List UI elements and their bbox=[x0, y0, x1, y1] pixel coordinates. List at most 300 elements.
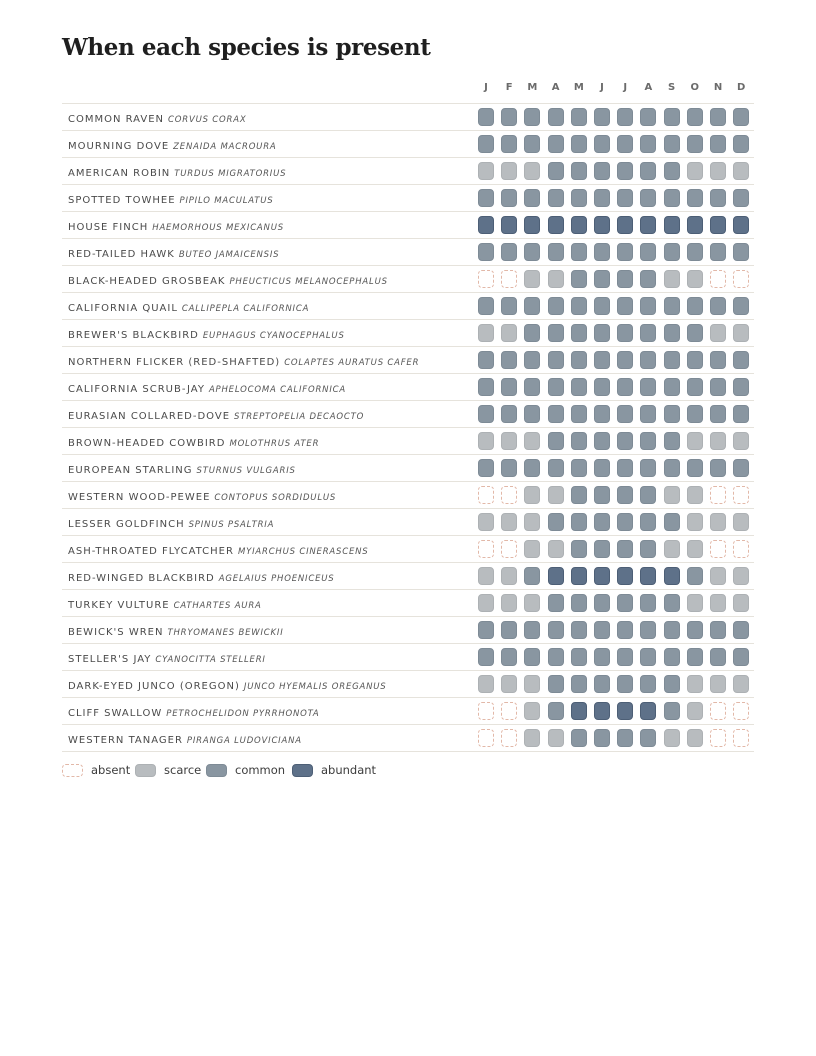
presence-cell-absent bbox=[478, 270, 494, 288]
scientific-name: EUPHAGUS CYANOCEPHALUS bbox=[202, 331, 345, 341]
presence-cell-common bbox=[594, 108, 610, 126]
presence-cell-common bbox=[687, 297, 703, 315]
presence-cell-common bbox=[710, 297, 726, 315]
legend-label: absent bbox=[91, 763, 131, 777]
presence-cell-abundant bbox=[594, 702, 610, 720]
scientific-name: TURDUS MIGRATORIUS bbox=[174, 169, 287, 179]
presence-cell-common bbox=[594, 594, 610, 612]
presence-cell-absent bbox=[478, 729, 494, 747]
presence-cell-common bbox=[733, 297, 749, 315]
species-label bbox=[68, 239, 279, 268]
month-label: S bbox=[667, 82, 676, 93]
presence-cell-absent bbox=[733, 540, 749, 558]
scientific-name: CALLIPEPLA CALIFORNICA bbox=[181, 304, 310, 314]
species-row bbox=[62, 455, 754, 482]
species-row bbox=[62, 239, 754, 266]
presence-cell-scarce bbox=[524, 270, 540, 288]
presence-cell-common bbox=[687, 351, 703, 369]
presence-cell-common bbox=[594, 297, 610, 315]
species-row bbox=[62, 725, 754, 752]
presence-cell-scarce bbox=[501, 594, 517, 612]
species-label bbox=[68, 347, 419, 376]
presence-cell-common bbox=[594, 729, 610, 747]
species-label bbox=[68, 401, 364, 430]
presence-cell-common bbox=[548, 405, 564, 423]
presence-cell-common bbox=[548, 459, 564, 477]
species-row bbox=[62, 347, 754, 374]
presence-cell-abundant bbox=[548, 567, 564, 585]
species-row bbox=[62, 212, 754, 239]
presence-cell-scarce bbox=[687, 486, 703, 504]
presence-cell-common bbox=[571, 270, 587, 288]
presence-cell-absent bbox=[733, 702, 749, 720]
presence-cell-scarce bbox=[501, 162, 517, 180]
scientific-name: COLAPTES AURATUS CAFER bbox=[284, 358, 420, 368]
common-name: RED-WINGED BLACKBIRD bbox=[68, 573, 215, 584]
presence-cell-common bbox=[664, 675, 680, 693]
presence-cell-scarce bbox=[664, 270, 680, 288]
presence-cell-common bbox=[640, 324, 656, 342]
presence-cell-absent bbox=[501, 540, 517, 558]
presence-cell-common bbox=[478, 405, 494, 423]
presence-cell-abundant bbox=[640, 216, 656, 234]
presence-cell-common bbox=[478, 108, 494, 126]
presence-cell-common bbox=[594, 135, 610, 153]
presence-cell-common bbox=[594, 162, 610, 180]
presence-cell-scarce bbox=[710, 594, 726, 612]
presence-cell-common bbox=[548, 243, 564, 261]
presence-cell-common bbox=[640, 432, 656, 450]
presence-cell-scarce bbox=[524, 513, 540, 531]
species-row bbox=[62, 401, 754, 428]
presence-cell-common bbox=[664, 189, 680, 207]
presence-cell-common bbox=[733, 135, 749, 153]
species-row bbox=[62, 293, 754, 320]
presence-cell-common bbox=[733, 459, 749, 477]
presence-cell-common bbox=[664, 378, 680, 396]
presence-cell-common bbox=[571, 648, 587, 666]
presence-cell-absent bbox=[733, 270, 749, 288]
common-name: TURKEY VULTURE bbox=[68, 600, 170, 611]
presence-cell-absent bbox=[733, 486, 749, 504]
month-label: O bbox=[690, 82, 700, 93]
species-label bbox=[68, 320, 345, 349]
presence-cell-scarce bbox=[478, 567, 494, 585]
presence-cell-common bbox=[524, 405, 540, 423]
presence-cell-abundant bbox=[571, 216, 587, 234]
presence-cell-common bbox=[664, 162, 680, 180]
presence-cell-common bbox=[733, 108, 749, 126]
scientific-name: HAEMORHOUS MEXICANUS bbox=[152, 223, 284, 233]
presence-cell-scarce bbox=[524, 162, 540, 180]
common-name: CALIFORNIA SCRUB-JAY bbox=[68, 384, 205, 395]
scientific-name: PIRANGA LUDOVICIANA bbox=[186, 736, 302, 746]
scientific-name: PIPILO MACULATUS bbox=[179, 196, 274, 206]
presence-grid bbox=[62, 103, 754, 752]
presence-cell-common bbox=[733, 243, 749, 261]
presence-cell-common bbox=[571, 162, 587, 180]
presence-cell-common bbox=[478, 297, 494, 315]
presence-cell-common bbox=[571, 378, 587, 396]
month-label: F bbox=[505, 82, 513, 93]
presence-cell-scarce bbox=[710, 162, 726, 180]
presence-cell-absent bbox=[710, 540, 726, 558]
presence-cell-scarce bbox=[478, 432, 494, 450]
presence-cell-common bbox=[501, 648, 517, 666]
presence-cell-scarce bbox=[548, 486, 564, 504]
species-row bbox=[62, 320, 754, 347]
presence-cell-absent bbox=[733, 729, 749, 747]
presence-cell-common bbox=[594, 189, 610, 207]
presence-cell-common bbox=[524, 135, 540, 153]
presence-cell-scarce bbox=[733, 432, 749, 450]
presence-cell-scarce bbox=[664, 540, 680, 558]
presence-cell-absent bbox=[710, 270, 726, 288]
presence-cell-common bbox=[733, 621, 749, 639]
presence-cell-scarce bbox=[501, 432, 517, 450]
presence-cell-common bbox=[594, 432, 610, 450]
presence-cell-common bbox=[664, 405, 680, 423]
presence-cell-common bbox=[571, 351, 587, 369]
presence-cell-common bbox=[664, 621, 680, 639]
presence-cell-common bbox=[687, 621, 703, 639]
presence-cell-common bbox=[664, 594, 680, 612]
presence-cell-common bbox=[594, 405, 610, 423]
presence-cell-common bbox=[571, 513, 587, 531]
presence-cell-scarce bbox=[710, 324, 726, 342]
presence-cell-common bbox=[640, 513, 656, 531]
scientific-name: SPINUS PSALTRIA bbox=[188, 520, 275, 530]
presence-cell-common bbox=[501, 108, 517, 126]
common-name: DARK-EYED JUNCO (OREGON) bbox=[68, 681, 240, 692]
presence-cell-common bbox=[664, 135, 680, 153]
presence-cell-scarce bbox=[733, 567, 749, 585]
presence-cell-abundant bbox=[548, 216, 564, 234]
presence-cell-common bbox=[501, 189, 517, 207]
chart-title: When each species is present bbox=[62, 34, 431, 61]
species-row bbox=[62, 563, 754, 590]
species-label bbox=[68, 590, 262, 619]
presence-cell-scarce bbox=[501, 567, 517, 585]
presence-cell-common bbox=[548, 135, 564, 153]
presence-cell-common bbox=[548, 513, 564, 531]
species-row bbox=[62, 536, 754, 563]
common-name: EUROPEAN STARLING bbox=[68, 465, 193, 476]
presence-cell-common bbox=[687, 648, 703, 666]
presence-cell-common bbox=[710, 135, 726, 153]
presence-cell-common bbox=[640, 405, 656, 423]
presence-cell-common bbox=[571, 486, 587, 504]
presence-cell-common bbox=[733, 648, 749, 666]
presence-cell-scarce bbox=[478, 594, 494, 612]
presence-cell-common bbox=[640, 540, 656, 558]
scientific-name: MOLOTHRUS ATER bbox=[229, 439, 320, 449]
presence-cell-scarce bbox=[524, 432, 540, 450]
presence-cell-common bbox=[524, 243, 540, 261]
presence-cell-scarce bbox=[710, 675, 726, 693]
presence-cell-common bbox=[548, 621, 564, 639]
presence-cell-absent bbox=[710, 486, 726, 504]
presence-cell-scarce bbox=[524, 486, 540, 504]
presence-cell-common bbox=[640, 729, 656, 747]
presence-cell-common bbox=[687, 324, 703, 342]
species-row bbox=[62, 428, 754, 455]
species-label bbox=[68, 725, 302, 754]
presence-cell-common bbox=[478, 135, 494, 153]
presence-cell-common bbox=[594, 378, 610, 396]
presence-cell-common bbox=[710, 351, 726, 369]
presence-cell-common bbox=[548, 675, 564, 693]
presence-cell-common bbox=[594, 351, 610, 369]
presence-cell-common bbox=[617, 270, 633, 288]
common-name: ASH-THROATED FLYCATCHER bbox=[68, 546, 234, 557]
species-label bbox=[68, 563, 334, 592]
presence-cell-common bbox=[548, 648, 564, 666]
presence-cell-common bbox=[733, 378, 749, 396]
presence-cell-common bbox=[594, 270, 610, 288]
presence-cell-common bbox=[571, 729, 587, 747]
scientific-name: STREPTOPELIA DECAOCTO bbox=[234, 412, 365, 422]
presence-cell-common bbox=[524, 567, 540, 585]
scientific-name: CYANOCITTA STELLERI bbox=[155, 655, 266, 665]
presence-cell-common bbox=[594, 540, 610, 558]
species-row bbox=[62, 266, 754, 293]
presence-cell-common bbox=[640, 675, 656, 693]
presence-cell-common bbox=[524, 108, 540, 126]
presence-cell-common bbox=[664, 243, 680, 261]
presence-cell-common bbox=[640, 270, 656, 288]
presence-cell-scarce bbox=[687, 702, 703, 720]
presence-cell-common bbox=[640, 162, 656, 180]
presence-cell-common bbox=[640, 378, 656, 396]
species-label bbox=[68, 698, 319, 727]
presence-cell-common bbox=[478, 648, 494, 666]
presence-cell-scarce bbox=[687, 594, 703, 612]
presence-cell-scarce bbox=[478, 675, 494, 693]
species-label bbox=[68, 428, 319, 457]
common-name: BLACK-HEADED GROSBEAK bbox=[68, 276, 226, 287]
presence-cell-common bbox=[664, 297, 680, 315]
presence-cell-common bbox=[617, 189, 633, 207]
presence-cell-scarce bbox=[733, 324, 749, 342]
month-label: J bbox=[600, 82, 604, 93]
presence-cell-common bbox=[617, 540, 633, 558]
presence-cell-scarce bbox=[664, 486, 680, 504]
legend-label: scarce bbox=[164, 763, 202, 777]
species-label bbox=[68, 509, 274, 538]
common-name: STELLER'S JAY bbox=[68, 654, 152, 665]
presence-cell-scarce bbox=[501, 513, 517, 531]
presence-cell-common bbox=[548, 324, 564, 342]
presence-cell-common bbox=[664, 108, 680, 126]
scientific-name: AGELAIUS PHOENICEUS bbox=[218, 574, 335, 584]
presence-cell-abundant bbox=[640, 702, 656, 720]
presence-cell-common bbox=[617, 513, 633, 531]
presence-cell-scarce bbox=[687, 432, 703, 450]
presence-cell-common bbox=[733, 405, 749, 423]
presence-cell-absent bbox=[501, 729, 517, 747]
presence-cell-common bbox=[571, 324, 587, 342]
presence-cell-abundant bbox=[617, 702, 633, 720]
common-name: BROWN-HEADED COWBIRD bbox=[68, 438, 226, 449]
species-label bbox=[68, 104, 246, 133]
presence-cell-abundant bbox=[478, 216, 494, 234]
presence-cell-common bbox=[664, 513, 680, 531]
presence-cell-abundant bbox=[571, 702, 587, 720]
presence-cell-common bbox=[617, 135, 633, 153]
presence-cell-absent bbox=[478, 702, 494, 720]
species-label bbox=[68, 671, 387, 700]
presence-cell-common bbox=[571, 621, 587, 639]
presence-cell-common bbox=[617, 486, 633, 504]
presence-cell-common bbox=[733, 189, 749, 207]
month-label: D bbox=[737, 82, 746, 93]
presence-cell-common bbox=[710, 243, 726, 261]
presence-cell-scarce bbox=[548, 729, 564, 747]
presence-cell-common bbox=[640, 648, 656, 666]
scientific-name: BUTEO JAMAICENSIS bbox=[178, 250, 280, 260]
presence-cell-absent bbox=[478, 486, 494, 504]
legend-swatch bbox=[135, 764, 156, 777]
presence-cell-common bbox=[594, 513, 610, 531]
presence-cell-common bbox=[501, 378, 517, 396]
common-name: BREWER'S BLACKBIRD bbox=[68, 330, 199, 341]
presence-cell-common bbox=[617, 621, 633, 639]
presence-cell-scarce bbox=[501, 324, 517, 342]
presence-cell-scarce bbox=[524, 540, 540, 558]
presence-cell-common bbox=[571, 189, 587, 207]
scientific-name: CONTOPUS SORDIDULUS bbox=[214, 493, 337, 503]
presence-cell-common bbox=[664, 702, 680, 720]
presence-cell-scarce bbox=[733, 594, 749, 612]
presence-cell-common bbox=[687, 135, 703, 153]
presence-cell-scarce bbox=[664, 729, 680, 747]
presence-cell-common bbox=[501, 459, 517, 477]
presence-cell-common bbox=[571, 540, 587, 558]
presence-cell-common bbox=[640, 351, 656, 369]
common-name: EURASIAN COLLARED-DOVE bbox=[68, 411, 231, 422]
presence-cell-common bbox=[617, 459, 633, 477]
presence-cell-absent bbox=[501, 702, 517, 720]
presence-cell-common bbox=[617, 297, 633, 315]
presence-cell-common bbox=[571, 135, 587, 153]
presence-cell-common bbox=[640, 297, 656, 315]
species-label bbox=[68, 131, 277, 160]
scientific-name: PHEUCTICUS MELANOCEPHALUS bbox=[229, 277, 388, 287]
presence-cell-common bbox=[548, 351, 564, 369]
presence-cell-common bbox=[571, 108, 587, 126]
month-label: M bbox=[527, 82, 538, 93]
presence-cell-abundant bbox=[710, 216, 726, 234]
presence-cell-abundant bbox=[664, 567, 680, 585]
presence-cell-abundant bbox=[571, 567, 587, 585]
presence-cell-common bbox=[710, 189, 726, 207]
presence-cell-common bbox=[571, 594, 587, 612]
presence-cell-scarce bbox=[687, 513, 703, 531]
scientific-name: PETROCHELIDON PYRRHONOTA bbox=[166, 709, 320, 719]
presence-cell-common bbox=[617, 432, 633, 450]
presence-cell-common bbox=[617, 108, 633, 126]
month-label: M bbox=[573, 82, 584, 93]
presence-cell-common bbox=[501, 135, 517, 153]
common-name: NORTHERN FLICKER (RED-SHAFTED) bbox=[68, 357, 281, 368]
presence-cell-scarce bbox=[548, 270, 564, 288]
presence-cell-absent bbox=[710, 729, 726, 747]
presence-cell-common bbox=[640, 243, 656, 261]
presence-cell-common bbox=[733, 351, 749, 369]
month-label: N bbox=[713, 82, 723, 93]
presence-cell-scarce bbox=[733, 513, 749, 531]
month-label: J bbox=[484, 82, 488, 93]
presence-cell-common bbox=[664, 459, 680, 477]
presence-cell-scarce bbox=[687, 270, 703, 288]
species-label bbox=[68, 536, 368, 565]
presence-cell-common bbox=[524, 378, 540, 396]
presence-cell-common bbox=[548, 432, 564, 450]
presence-cell-abundant bbox=[617, 216, 633, 234]
presence-cell-common bbox=[617, 378, 633, 396]
presence-cell-common bbox=[664, 324, 680, 342]
presence-cell-abundant bbox=[733, 216, 749, 234]
presence-cell-common bbox=[664, 351, 680, 369]
presence-cell-abundant bbox=[640, 567, 656, 585]
presence-cell-common bbox=[594, 675, 610, 693]
presence-cell-common bbox=[501, 621, 517, 639]
presence-cell-scarce bbox=[478, 513, 494, 531]
presence-cell-abundant bbox=[594, 216, 610, 234]
presence-cell-common bbox=[617, 675, 633, 693]
month-header-row bbox=[0, 82, 816, 96]
presence-cell-common bbox=[664, 648, 680, 666]
species-label bbox=[68, 212, 284, 241]
presence-cell-common bbox=[548, 297, 564, 315]
species-row bbox=[62, 185, 754, 212]
legend-swatch bbox=[206, 764, 227, 777]
species-row bbox=[62, 617, 754, 644]
species-label bbox=[68, 455, 296, 484]
presence-cell-common bbox=[524, 189, 540, 207]
presence-cell-common bbox=[478, 621, 494, 639]
presence-cell-common bbox=[548, 594, 564, 612]
presence-cell-absent bbox=[478, 540, 494, 558]
species-row bbox=[62, 698, 754, 725]
presence-cell-common bbox=[640, 189, 656, 207]
presence-cell-abundant bbox=[501, 216, 517, 234]
presence-cell-common bbox=[524, 351, 540, 369]
legend-label: abundant bbox=[321, 763, 377, 777]
presence-cell-common bbox=[710, 648, 726, 666]
common-name: LESSER GOLDFINCH bbox=[68, 519, 185, 530]
presence-cell-scarce bbox=[524, 729, 540, 747]
presence-cell-scarce bbox=[524, 675, 540, 693]
presence-cell-common bbox=[594, 486, 610, 504]
presence-cell-scarce bbox=[733, 675, 749, 693]
species-label bbox=[68, 617, 284, 646]
scientific-name: CATHARTES AURA bbox=[173, 601, 262, 611]
presence-cell-common bbox=[571, 459, 587, 477]
presence-cell-common bbox=[478, 351, 494, 369]
presence-cell-common bbox=[524, 297, 540, 315]
species-row bbox=[62, 131, 754, 158]
legend-label: common bbox=[235, 763, 286, 777]
presence-cell-common bbox=[501, 405, 517, 423]
presence-cell-common bbox=[524, 648, 540, 666]
presence-cell-common bbox=[710, 459, 726, 477]
presence-cell-common bbox=[594, 459, 610, 477]
presence-cell-common bbox=[687, 378, 703, 396]
presence-cell-common bbox=[687, 567, 703, 585]
presence-cell-common bbox=[594, 648, 610, 666]
